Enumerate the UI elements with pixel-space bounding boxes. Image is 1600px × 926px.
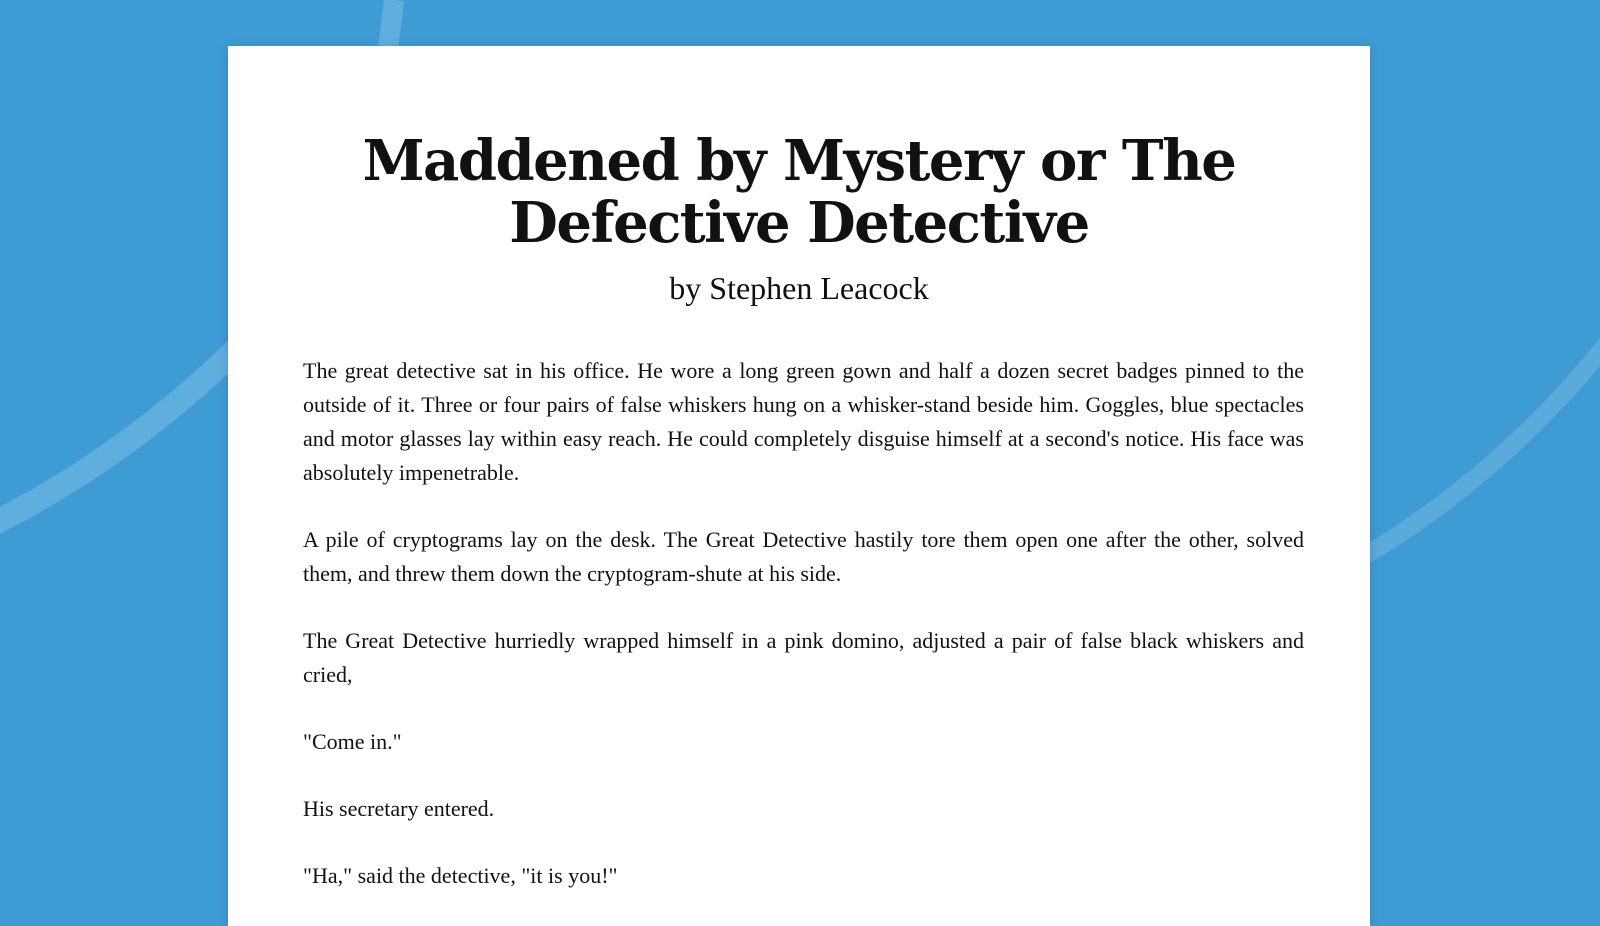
decor-curve-top [388, 0, 394, 48]
paragraph-6: "Ha," said the detective, "it is you!" [303, 863, 618, 888]
document-title: Maddened by Mystery or The Defective Detective [362, 128, 1236, 256]
paragraph-5: His secretary entered. [303, 796, 495, 821]
document-body [303, 354, 1304, 926]
paragraph-1: The great detective sat in his office. He wore a long green gown and half a dozen secret badges pinned to the outside of it. Three or four pairs of false whiskers hung on a whisker-stand beside him. Goggles, blue spectacles and motor glasses lay within easy reach. He could completely disguise himself at a second's notice. His face was absolutely impenetrable. [303, 358, 1304, 485]
paragraph-4: "Come in." [303, 729, 402, 754]
paragraph-2: A pile of cryptograms lay on the desk. The Great Detective hastily tore them open one after the other, solved them, and threw them down the cryptogram-shute at his side. [303, 527, 1304, 586]
paragraph-3: The Great Detective hurriedly wrapped himself in a pink domino, adjusted a pair of false black whiskers and cried, [303, 628, 1304, 687]
document-page [228, 46, 1370, 926]
document-author: by Stephen Leacock [669, 270, 929, 306]
